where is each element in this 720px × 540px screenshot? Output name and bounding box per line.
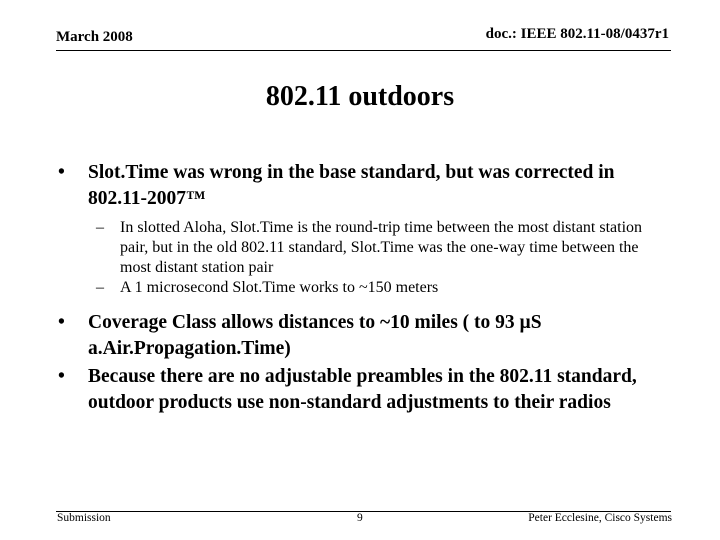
sub-bullet-marker: – xyxy=(96,219,104,236)
footer-submission: Submission xyxy=(57,512,111,524)
footer-page-number: 9 xyxy=(357,512,363,524)
sub-bullet-marker: – xyxy=(96,279,104,296)
bullet-text: Coverage Class allows distances to ~10 miles ( to 93 µS a.Air.Propagation.Time) xyxy=(88,312,542,359)
sub-bullet-slotted-aloha xyxy=(58,218,668,278)
bullet-text: Slot.Time was wrong in the base standard, but was corrected in 802.11-2007™ xyxy=(88,162,615,209)
header-date: March 2008 xyxy=(56,29,133,45)
bullet-coverage-class xyxy=(58,310,668,362)
bullet-preambles xyxy=(58,364,668,416)
sub-bullet-text: A 1 microsecond Slot.Time works to ~150 meters xyxy=(120,279,439,296)
slide-title: 802.11 outdoors xyxy=(265,81,455,112)
bullet-marker: • xyxy=(58,366,65,387)
sub-bullet-text: In slotted Aloha, Slot.Time is the round-trip time between the most distant station pair, but in the old 802.11 standard, Slot.Time was the one-way time between the most distant station pair xyxy=(120,219,643,276)
bullet-text: Because there are no adjustable preambles in the 802.11 standard, outdoor products use non-standard adjustments to their radios xyxy=(88,366,637,413)
bullet-slottime xyxy=(58,160,668,212)
sub-bullet-microsecond xyxy=(58,278,668,298)
footer-author: Peter Ecclesine, Cisco Systems xyxy=(528,512,672,524)
header-divider xyxy=(56,50,671,51)
header-doc-id: doc.: IEEE 802.11-08/0437r1 xyxy=(485,26,669,42)
slide-body xyxy=(58,160,668,416)
bullet-marker: • xyxy=(58,312,65,333)
bullet-marker: • xyxy=(58,162,65,183)
